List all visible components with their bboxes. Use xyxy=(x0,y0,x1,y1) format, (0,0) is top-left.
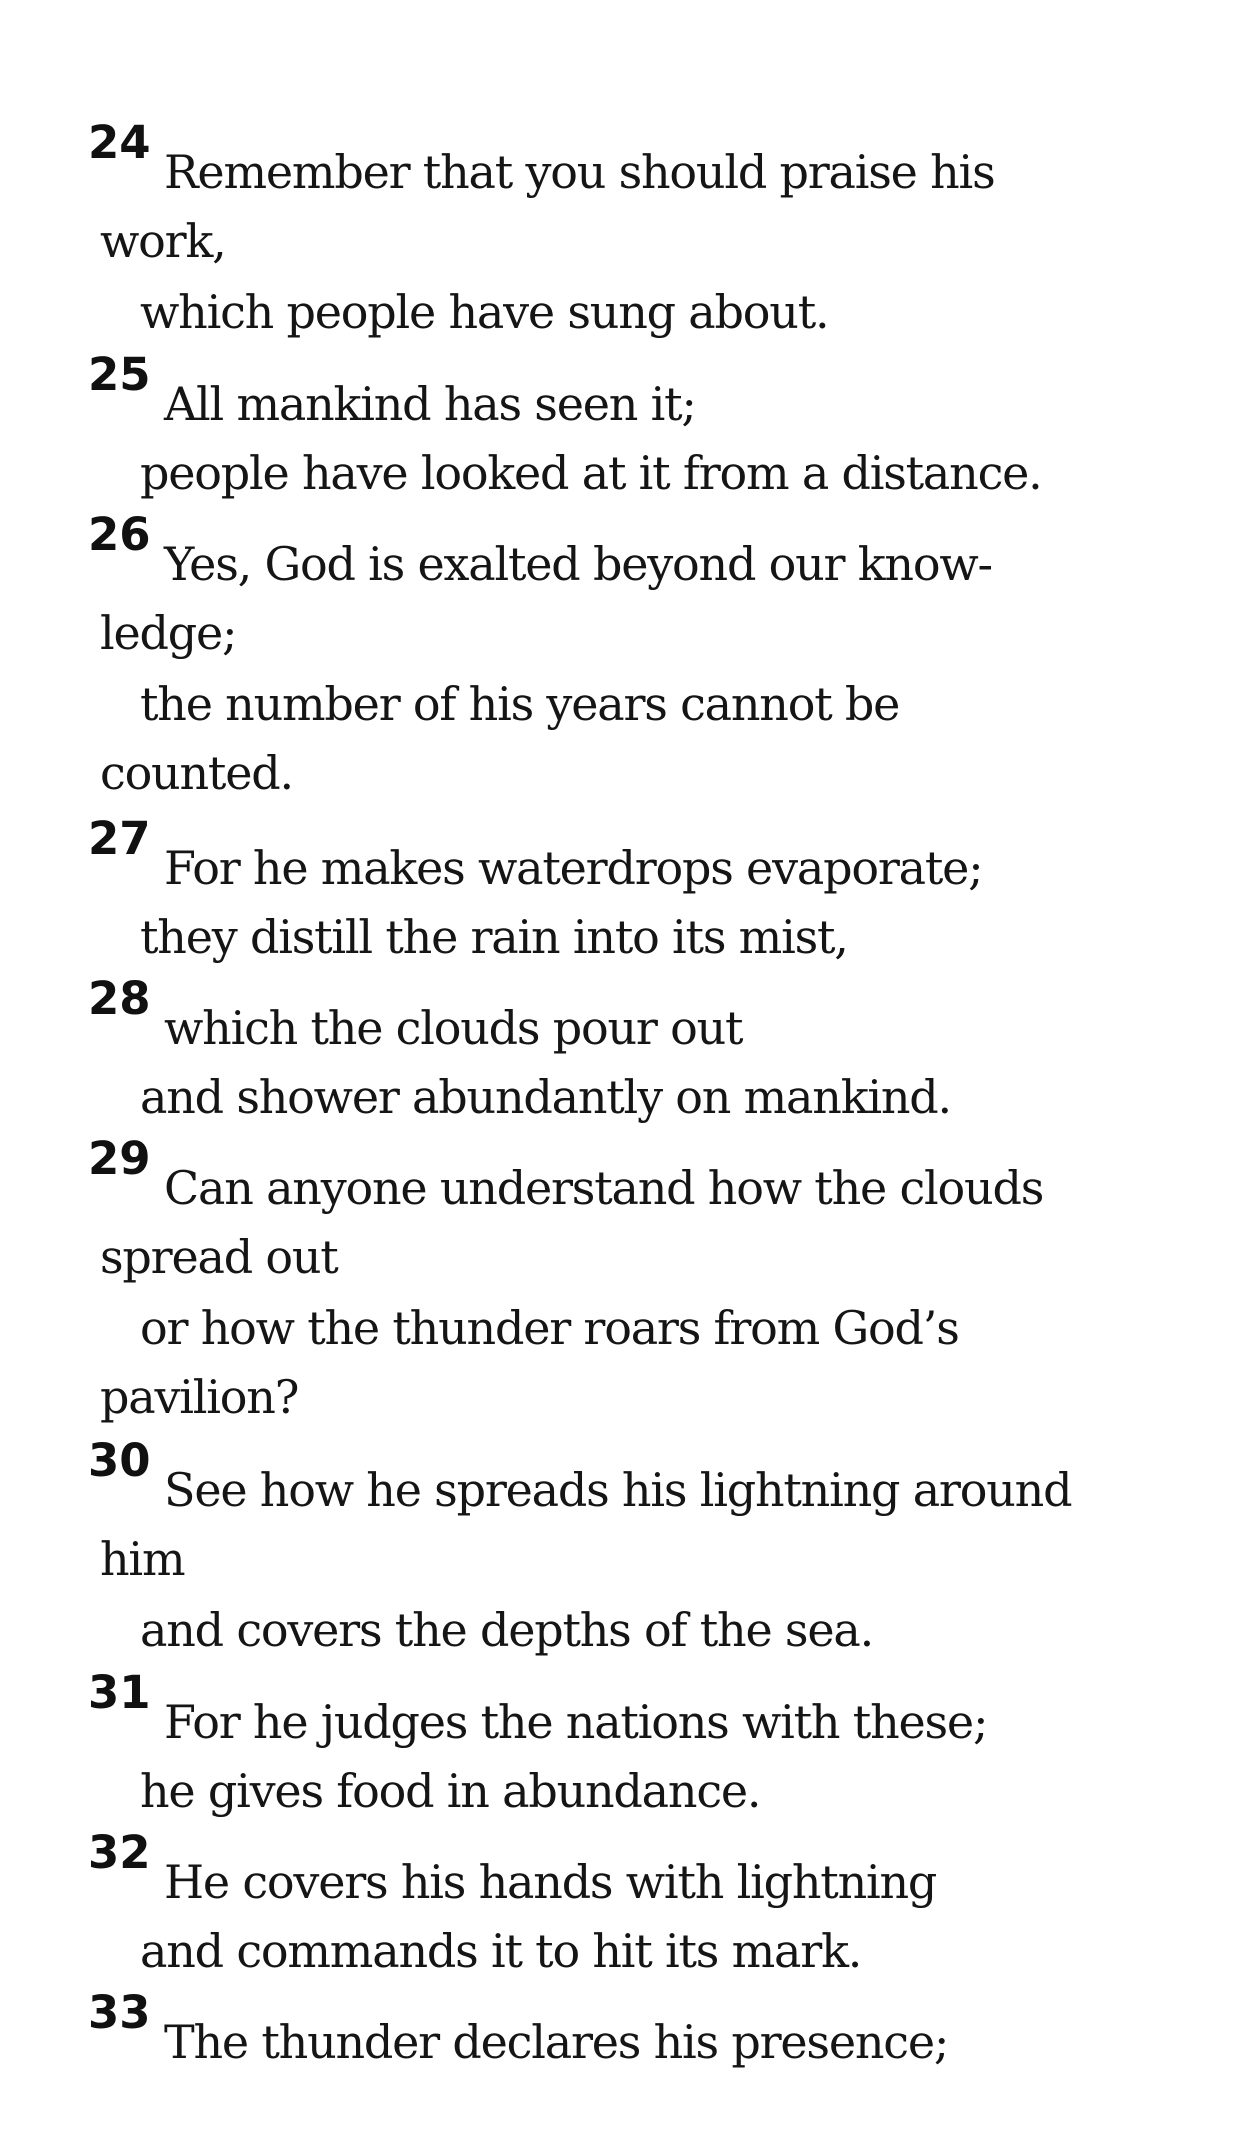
verse-line: See how he spreads his lightning around xyxy=(164,1463,1072,1517)
verse-line: ledge; xyxy=(100,606,237,660)
verse-line: For he makes waterdrops evaporate; xyxy=(164,841,983,895)
verse-line: spread out xyxy=(100,1230,338,1284)
verse-line: Can anyone understand how the clouds xyxy=(164,1161,1044,1215)
verse-number: 33 xyxy=(88,1986,151,2039)
verse-line: they distill the rain into its mist, xyxy=(140,910,848,964)
verse-line: Yes, God is exalted beyond our know- xyxy=(164,537,992,591)
verse-line: and covers the depths of the sea. xyxy=(140,1603,873,1657)
verse-line: people have looked at it from a distance. xyxy=(140,446,1042,500)
verse-number: 29 xyxy=(88,1132,151,1185)
verse-number: 31 xyxy=(88,1666,151,1719)
verse-number: 30 xyxy=(88,1434,151,1487)
verse-number: 26 xyxy=(88,508,151,561)
verse-line: or how the thunder roars from God’s xyxy=(140,1301,959,1355)
verse-line: and commands it to hit its mark. xyxy=(140,1924,862,1978)
verse-line: work, xyxy=(100,214,226,268)
verse-number: 32 xyxy=(88,1826,151,1879)
verse-line: which people have sung about. xyxy=(140,285,829,339)
verse-line: and shower abundantly on mankind. xyxy=(140,1070,951,1124)
verse-line: For he judges the nations with these; xyxy=(164,1695,988,1749)
verse-number: 28 xyxy=(88,972,151,1025)
verse-line: which the clouds pour out xyxy=(164,1001,743,1055)
verse-line: All mankind has seen it; xyxy=(164,377,696,431)
verse-number: 27 xyxy=(88,812,151,865)
verse-number: 24 xyxy=(88,116,151,169)
verse-line: He covers his hands with lightning xyxy=(164,1855,937,1909)
verse-line: counted. xyxy=(100,746,293,800)
verse-number: 25 xyxy=(88,348,151,401)
verse-line: The thunder declares his presence; xyxy=(164,2015,949,2069)
verse-line: he gives food in abundance. xyxy=(140,1764,761,1818)
verse-line: the number of his years cannot be xyxy=(140,677,900,731)
verse-line: pavilion? xyxy=(100,1370,299,1424)
verse-line: Remember that you should praise his xyxy=(164,145,995,199)
verse-line: him xyxy=(100,1532,185,1586)
